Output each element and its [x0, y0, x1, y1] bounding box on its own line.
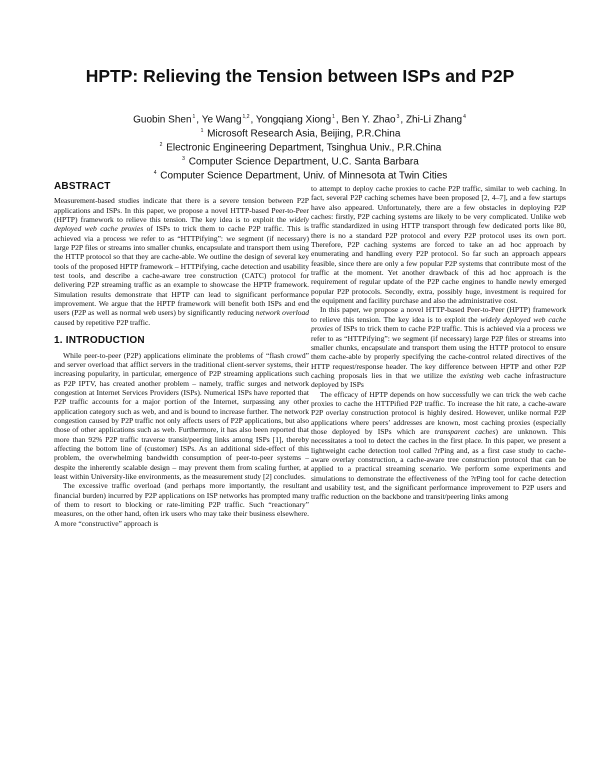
- affiliation: [0, 126, 600, 140]
- affiliation: [0, 168, 600, 182]
- text-span: caused by repetitive P2P traffic.: [54, 317, 151, 327]
- author-list: Guobin Shen$^1$, Ye Wang$^{1,2}$, Yongqiang Xiong$^1$, Ben Y. Zhao$^3$, Zhi-Li Zhang$^4$: [133, 114, 466, 126]
- author-name: Ben Y. Zhao: [341, 114, 396, 126]
- affiliation: [0, 140, 600, 154]
- affiliation-text: Electronic Engineering Department, Tsinghua Univ., P.R.China: [166, 142, 442, 154]
- abstract-heading: ABSTRACT: [54, 181, 111, 192]
- paper-title: HPTP: Relieving the Tension between ISPs and P2P: [85, 66, 515, 86]
- affiliation-sup: 2: [159, 141, 163, 148]
- author-sup: 3: [396, 114, 400, 120]
- emphasis: existing: [460, 370, 484, 380]
- emphasis: widely deployed web cache proxies: [311, 314, 566, 334]
- author-block: [0, 112, 600, 182]
- author-name: Zhi-Li Zhang: [405, 114, 463, 126]
- text-span: ) are unknown. This necessitates a tool to detect the caches in the first place. In this paper, we present a lightweight cache detection tool called ?rPing and, as a first case study to cache-aware overlay construction, a cache-aware tree construction protocol that can be applied to a practical streaming scenario. We perform some experiments and simulations to demonstrate the effectiveness of the ?rPing tool for cache detection and usability test, and the significant performance improvement to P2P users and traffic reduction on the backbone and transit/peering links among: [311, 426, 566, 502]
- emphasis: transparent caches: [434, 426, 496, 436]
- introduction-heading: 1. INTRODUCTION: [54, 335, 145, 347]
- affiliation-text: Microsoft Research Asia, Beijing, P.R.China: [207, 128, 401, 140]
- text-span: web cache infrastructure deployed by ISPs: [311, 370, 566, 390]
- intro-paragraph-2: The excessive traffic overload (and perhaps more importantly, the resultant financial burden) incurred by P2P applications on ISP networks has prompted many of them to resort to blocking or rate-limiting P2P traffic. Such “reactionary” measures, on the other hand, often irk users who may take their business elsewhere. A more “constructive” approach is: [54, 481, 309, 528]
- affiliation-text: Computer Science Department, U.C. Santa Barbara: [188, 156, 419, 168]
- author-sup: 1: [332, 114, 335, 120]
- text-span: Measurement-based studies indicate that there is a severe tension between P2P applications and ISPs. In this paper, we propose a novel HTTP-based Peer-to-Peer (HPTP) framework to relieve this tension. The key idea is to exploit the: [54, 196, 309, 225]
- intro-paragraph-1: While peer-to-peer (P2P) applications eliminate the problems of “flash crowd” and server overload that afflict servers in the traditional client-server systems, their increasing popularity, in particular, emergence of P2P streaming applications such as P2P IPTV, has created another problem – namely, traffic surges and network congestion at Internet Services Providers (ISPs). Numerical ISPs have reported that P2P traffic accounts for a major portion of the Internet, surpassing any other application category such as web, and and is bound to increase further. The network congestion caused by P2P traffic not only affects users of P2P applications, but also those of other applications such as web. Furthermore, it has also been reported that more than 92% P2P traffic traverse transit/peering links among ISPs [1], thereby affecting the bottom line of (customer) ISPs. As an additional side-effect of this problem, the overwhelming bandwidth consumption of peer-to-peer systems – despite the inherently scalable design – may prevent them from scaling further, at least within University-like environments, as the measurement study [2] concludes.: [54, 350, 309, 481]
- affiliation-sup: 1: [200, 127, 204, 134]
- intro-paragraph-continued: to attempt to deploy cache proxies to cache P2P traffic, similar to web caching. In fact, several P2P caching schemes have been proposed [2, 4–7], and a few startups have also appeared. Unfortunately, there are a few obstacles in deploying P2P caches: firstly, P2P caching systems are likely to be very complicated. Unlike web traffic standardized in using HTTP transport through few dedicated ports like 80, there is no a standard P2P protocol and every P2P protocol uses its own port. Therefore, P2P caching systems are forced to take an ad hoc approach by enumerating and handling every P2P protocol. So far such an approach appears feasible, since there are only a few popular P2P systems that contribute most of the traffic at the moment. Yet another drawback of this ad hoc approach is the requirement of regular update of the P2P cache engines to handle newly emerged popular P2P protocols. Secondly, extra, possibly huge, investment is required for the equipment and facility purchase and also the administrative cost.: [311, 184, 566, 306]
- author-name: Guobin Shen: [133, 114, 192, 126]
- text-span: In this paper, we propose a novel HTTP-based Peer-to-Peer (HPTP) framework to relieve this tension. The key idea is to exploit the: [311, 305, 566, 324]
- author-sup: 4: [463, 114, 466, 120]
- abstract-paragraph: [54, 196, 309, 327]
- affiliation-text: Computer Science Department, Univ. of Minnesota at Twin Cities: [160, 170, 448, 182]
- text-span: The efficacy of HPTP depends on how successfully we can trick the web cache proxies to cache the HTTPified P2P traffic. To increase the hit rate, a cache-aware P2P overlay construction protocol is highly desired. However, unlike normal P2P applications where peers’ addresses are known, most caching proxies (especially those deployed by ISPs which are: [311, 389, 566, 436]
- right-column: [311, 184, 566, 502]
- intro-paragraph-4: [311, 390, 566, 502]
- emphasis: widely deployed web cache proxies: [54, 215, 309, 234]
- emphasis: network overload: [255, 308, 309, 318]
- affiliation: [0, 154, 600, 168]
- affiliation-sup: 3: [182, 155, 185, 162]
- left-column: [54, 182, 309, 528]
- affiliation-sup: 4: [153, 169, 157, 176]
- author-name: Yongqiang Xiong: [255, 114, 332, 126]
- text-span: of ISPs to trick them to cache P2P traffic. This is achieved via a process we refer to as “HTTPifying”: we segment (if necessary) large P2P files or streams into smaller chunks, encapsulate and transport them using the HTTP protocol to ensure them cache-able by properly specifying the cache-control related directives of the HTTP request/response header. The key difference between HPTP and other P2P caching proposals lies in that we utilize the: [311, 324, 566, 380]
- intro-paragraph-3: [311, 305, 566, 389]
- author-sup: 1: [192, 114, 196, 120]
- author-sup: 1,2: [242, 114, 250, 120]
- text-span: of ISPs to trick them to cache P2P traffic. This is achieved via a process we refer to as “HTTPifying”: we segment (if necessary) large P2P files or streams into smaller chunks, encapsulate and transport them using the HTTP protocol so that they are cache-able. We outline the design of several key tools of the proposed HPTP framework – HTTPifying, cache detection and usability test tools, and describe a cache-aware tree construction (CATC) protocol for delivering P2P streaming traffic as an example to showcase the HPTP framework. Simulation results demonstrate that HPTP can lead to significant performance improvement. We argue that the HPTP framework will benefit both ISPs and end users (P2P as well as normal web users) by significantly reducing: [54, 224, 309, 318]
- author-name: Ye Wang: [201, 114, 242, 126]
